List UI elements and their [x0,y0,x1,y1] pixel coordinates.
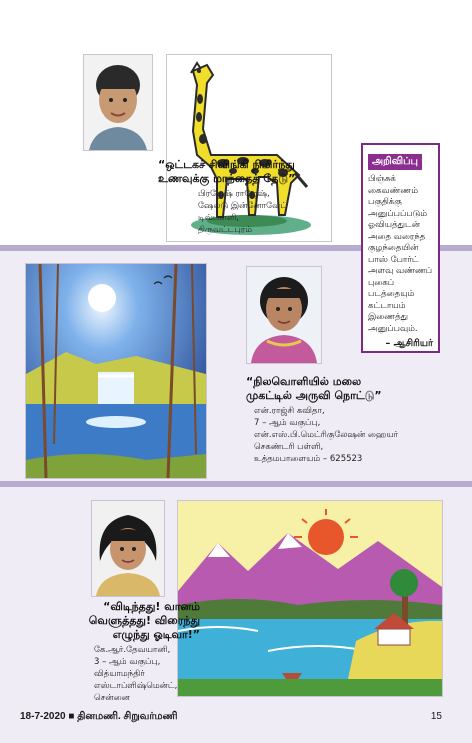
notice-signature: – ஆசிரியர் [385,338,433,349]
artist-school: என்.எஸ்.பி.மெட்ரிகுலேஷன் ஹையர் செகண்டரி பள்ளி, [254,430,399,452]
artist-name: கே.ஆர்.தேவயானி, [94,645,171,655]
caption-2 [246,375,446,465]
page-number: 15 [430,711,442,722]
drawing-title: “ஒட்டகச் சிவிங்கி நிமிர்ந்து உணவுக்கு மாந்தைத் தேடு” [158,158,296,185]
footer-date-source: 18-7-2020 ■ தினமணி. சிறுவர்மணி [20,711,178,722]
artist-school: ஷேல்டு இன்னோவேட் டிவ்பள்ளி, [198,201,288,223]
child-photo-girl [246,266,322,364]
child-photo-boy [83,54,153,151]
child-photo-girl-2 [91,500,165,597]
sunrise-landscape-painting [177,500,443,697]
artist-place: திருவட்டபுரம் [198,225,253,235]
artist-place: சென்னை [94,693,130,703]
notice-box [361,143,440,353]
caption-3 [60,600,200,704]
drawing-title: “நிலவொளியில் மலை முகட்டில் அருவி நொட்டு” [246,375,382,402]
artist-name: என்.ராஜ்சி கவிதா, [254,406,325,416]
waterfall-painting [25,263,207,479]
artist-place: உத்தமபாளையம் – 625523 [254,454,363,464]
artist-name: பிரஜேஷ் ராஜேஷ், [198,189,270,199]
page-footer [0,703,472,743]
notice-body: பிஞ்சுக் கைவண்ணம் பகுதிக்கு அனுப்பப்படும் ஓவியத்துடன் அதை வரைந்த குழந்தையின் பாஸ் போர்ட் அளவு வண்ணப் புகைப் படத்தையும் கட்டாயம் இணைத்து அனுப்பவும். [368,174,433,334]
caption-1 [158,158,328,236]
notice-title: அறிவிப்பு [368,154,422,170]
artist-grade: 7 – ஆம் வகுப்பு, [254,418,321,428]
artist-grade: 3 – ஆம் வகுப்பு, [94,657,161,667]
artist-school: வித்யாமந்திர் எஸ்டாப்ளிஷ்மென்ட், [94,669,178,691]
drawing-title: “விடிந்தது! வானம் வெளுத்தது! விரைந்து எழுந்து ஓடிவா!” [88,600,200,641]
